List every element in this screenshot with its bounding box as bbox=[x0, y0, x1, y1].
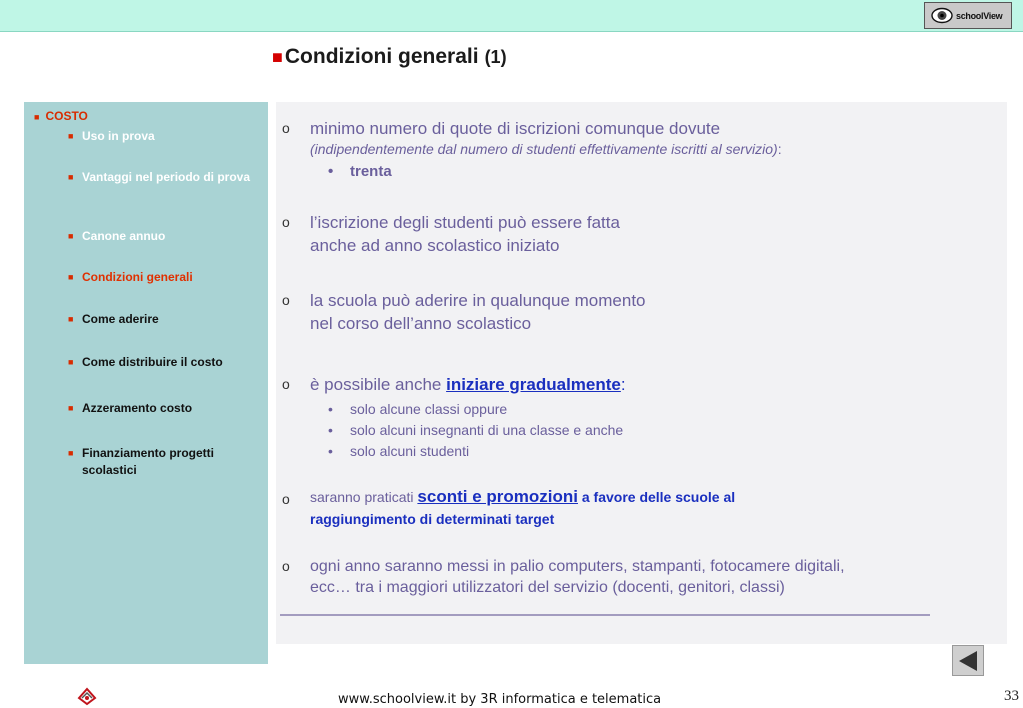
circle-bullet-icon: o bbox=[282, 214, 290, 230]
list-item: o la scuola può aderire in qualunque momento nel corso dell’anno scolastico bbox=[282, 291, 646, 333]
sub-list-item: • trenta bbox=[328, 163, 392, 180]
list-item: o l’iscrizione degli studenti può essere fatta anche ad anno scolastico iniziato bbox=[282, 213, 620, 255]
sidebar-item-come-distribuire[interactable]: ■ Come distribuire il costo bbox=[68, 355, 223, 369]
note-text: (indipendentemente dal numero di studenti effettivamente iscritti al servizio): bbox=[310, 141, 782, 157]
sidebar-item-canone-annuo[interactable]: ■ Canone annuo bbox=[68, 229, 166, 243]
square-bullet-icon: ■ bbox=[68, 172, 74, 182]
square-bullet-icon: ■ bbox=[34, 112, 40, 122]
sidebar-item-come-aderire[interactable]: ■ Come aderire bbox=[68, 312, 159, 326]
list-item: o saranno praticati sconti e promozioni a favore delle scuole al raggiungimento di determinati target bbox=[282, 487, 736, 527]
dot-bullet-icon: • bbox=[328, 422, 333, 438]
link-iniziare-gradualmente[interactable]: iniziare gradualmente bbox=[446, 375, 621, 394]
3r-logo-icon bbox=[76, 686, 98, 706]
left-triangle-icon bbox=[959, 651, 977, 671]
square-bullet-icon: ■ bbox=[68, 448, 74, 458]
dot-bullet-icon: • bbox=[328, 163, 334, 180]
sidebar-item-condizioni-generali[interactable]: ■ Condizioni generali bbox=[68, 270, 193, 284]
sidebar-item-vantaggi[interactable]: ■ Vantaggi nel periodo di prova bbox=[68, 170, 251, 184]
page-title bbox=[272, 45, 507, 69]
list-item: o è possibile anche iniziare gradualmente: bbox=[282, 375, 626, 394]
square-bullet-icon: ■ bbox=[68, 131, 74, 141]
logo-text: schoolView bbox=[956, 11, 1003, 21]
sidebar-section-costo[interactable]: ■ COSTO bbox=[34, 109, 88, 123]
title-number: (1) bbox=[484, 47, 507, 67]
sidebar-item-uso-in-prova[interactable]: ■ Uso in prova bbox=[68, 129, 155, 143]
square-bullet-icon: ■ bbox=[68, 357, 74, 367]
main-content bbox=[276, 102, 1007, 644]
square-bullet-icon: ■ bbox=[68, 314, 74, 324]
title-text: Condizioni generali bbox=[284, 45, 479, 68]
footer-text: www.schoolview.it by 3R informatica e telematica bbox=[338, 692, 662, 707]
title-bullet-icon: ■ bbox=[272, 47, 283, 67]
link-sconti-e-promozioni[interactable]: sconti e promozioni bbox=[417, 487, 578, 506]
sidebar-item-azzeramento[interactable]: ■ Azzeramento costo bbox=[68, 401, 193, 415]
dot-bullet-icon: • bbox=[328, 401, 333, 417]
schoolview-logo[interactable] bbox=[924, 2, 1012, 29]
page-number: 33 bbox=[1004, 688, 1019, 704]
circle-bullet-icon: o bbox=[282, 376, 290, 392]
list-item: o minimo numero di quote di iscrizioni comunque dovute (indipendentemente dal numero di studenti effettivamente iscritti al servizio): bbox=[282, 119, 782, 157]
square-bullet-icon: ■ bbox=[68, 231, 74, 241]
sub-list-item: • solo alcune classi oppure bbox=[328, 401, 508, 417]
sub-list-item: • solo alcuni insegnanti di una classe e anche bbox=[328, 422, 624, 438]
sidebar bbox=[24, 102, 268, 664]
circle-bullet-icon: o bbox=[282, 558, 290, 574]
circle-bullet-icon: o bbox=[282, 491, 290, 507]
dot-bullet-icon: • bbox=[328, 443, 333, 459]
sub-list-item: • solo alcuni studenti bbox=[328, 443, 470, 459]
square-bullet-icon: ■ bbox=[68, 272, 74, 282]
circle-bullet-icon: o bbox=[282, 120, 290, 136]
sidebar-item-finanziamento[interactable]: ■ Finanziamento progetti scolastici bbox=[68, 446, 214, 477]
eye-icon bbox=[931, 7, 953, 24]
back-button[interactable] bbox=[952, 645, 984, 676]
list-item: o ogni anno saranno messi in palio computers, stampanti, fotocamere digitali, ecc… tra i maggiori utilizzatori del servizio (docenti, genitori, classi) bbox=[282, 558, 845, 596]
divider bbox=[280, 614, 930, 616]
circle-bullet-icon: o bbox=[282, 292, 290, 308]
square-bullet-icon: ■ bbox=[68, 403, 74, 413]
top-bar bbox=[0, 0, 1023, 32]
